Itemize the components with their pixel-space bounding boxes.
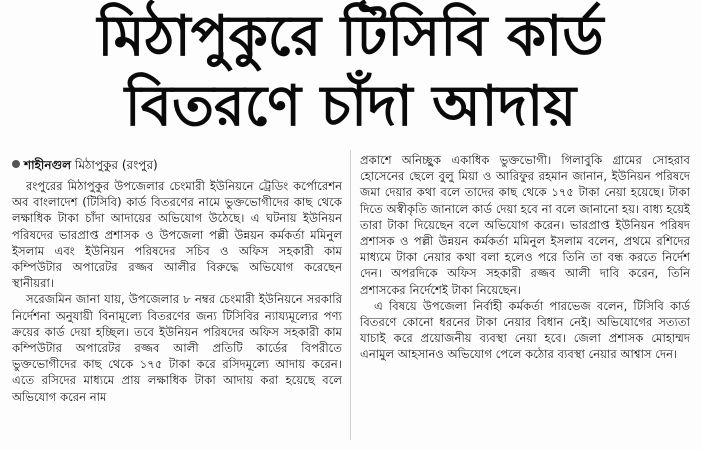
headline-line-2: বিতরণে চাঁদা আদায়	[124, 74, 577, 139]
right-paragraph-2: এ বিষয়ে উপজেলা নির্বাহী কর্মকর্তা পারভেজ বলেন, টিসিবি কার্ড বিতরণে কোনো ধরনের টাকা নেয়ার বিধান নেই। অভিযোগের সত্যতা যাচাই করে প্রয়োজনীয় ব্যবস্থা নেয়া হবে। জেলা প্রশাসক মোহাম্মদ এনামুল আহসানও অভিযোগ পেলে কঠোর ব্যবস্থা নেয়ার আশ্বাস দেন।	[360, 298, 690, 362]
left-column	[12, 178, 342, 405]
byline-author: শাহীনগুল	[24, 158, 72, 172]
right-column	[360, 152, 690, 363]
byline	[12, 157, 158, 173]
bullet-icon	[12, 160, 20, 168]
left-paragraph-2: সরেজমিন জানা যায়, উপজেলার ৮ নম্বর চেংমারী ইউনিয়নে সরকারি নির্দেশনা অনুযায়ী বিনামূল্যে বিতরণের জন্য টিসিবির ন্যায্যমূল্যের পণ্য ক্রয়ের কার্ড দেয়া হচ্ছিল। তবে ইউনিয়ন পরিষদের অফিস সহকারী কাম কম্পিউটার অপারেটর রজ্জব আলী প্রতিটি কার্ডের বিপরীতে ভুক্তভোগীদের কাছ থেকে ১৭৫ টাকা করে রসিদমূল্যে আদায় করেন। এতে রসিদের মাধ্যমে প্রায় লক্ষাধিক টাকা আদায় করা হয়েছে বলে অভিযোগ করেন নাম	[12, 292, 342, 404]
left-paragraph-1: রংপুরের মিঠাপুকুর উপজেলার চেংমারী ইউনিয়নে ট্রেডিং কর্পোরেশন অব বাংলাদেশ (টিসিবি) কার্ড বিতরণের নামে ভুক্তভোগীদের কাছ থেকে লক্ষাধিক টাকা চাঁদা আদায়ের অভিযোগ উঠেছে। এ ঘটনায় ইউনিয়ন পরিষদের ভারপ্রাপ্ত প্রশাসক ও উপজেলা পল্লী উন্নয়ন কর্মকর্তা মমিনুল ইসলাম এবং ইউনিয়ন পরিষদের সচিব ও অফিস সহকারী কাম কম্পিউটার অপারেটর রজ্জব আলীর বিরুদ্ধে অভিযোগ করেছেন স্থানীয়রা।	[12, 179, 342, 291]
column-divider	[350, 150, 351, 440]
byline-location: মিঠাপুকুর (রংপুর)	[74, 158, 158, 172]
headline-line-1: মিঠাপুকুরে টিসিবি কার্ড	[97, 4, 604, 69]
right-paragraph-1: প্রকাশে অনিচ্ছুক একাধিক ভুক্তভোগী। গিলাবুকি গ্রামের সোহরাব হোসেনের ছেলে বুলু মিয়া ও আরিফুর রহমান জানান, ইউনিয়ন পরিষদে জমা দেয়ার কথা বলে তাদের কাছ থেকে ১৭৫ টাকা নেয়া হয়েছে। টাকা দিতে অস্বীকৃতি জানালে কার্ড দেয়া হবে না বলে জানানো হয়। বাধ্য হয়েই তারা টাকা দিয়েছেন বলে অভিযোগ করেন। ভারপ্রাপ্ত ইউনিয়ন পরিষদ প্রশাসক ও পল্লী উন্নয়ন কর্মকর্তা মমিনুল ইসলাম বলেন, প্রথমে রশিদের মাধ্যমে টাকা নেয়ার কথা বলা হলেও পরে তিনি তা বন্ধ করতে নির্দেশ দেন। অপরদিকে অফিস সহকারী রজ্জব আলী দাবি করেন, তিনি প্রশাসকের নির্দেশেই টাকা নিয়েছেন।	[360, 153, 690, 297]
